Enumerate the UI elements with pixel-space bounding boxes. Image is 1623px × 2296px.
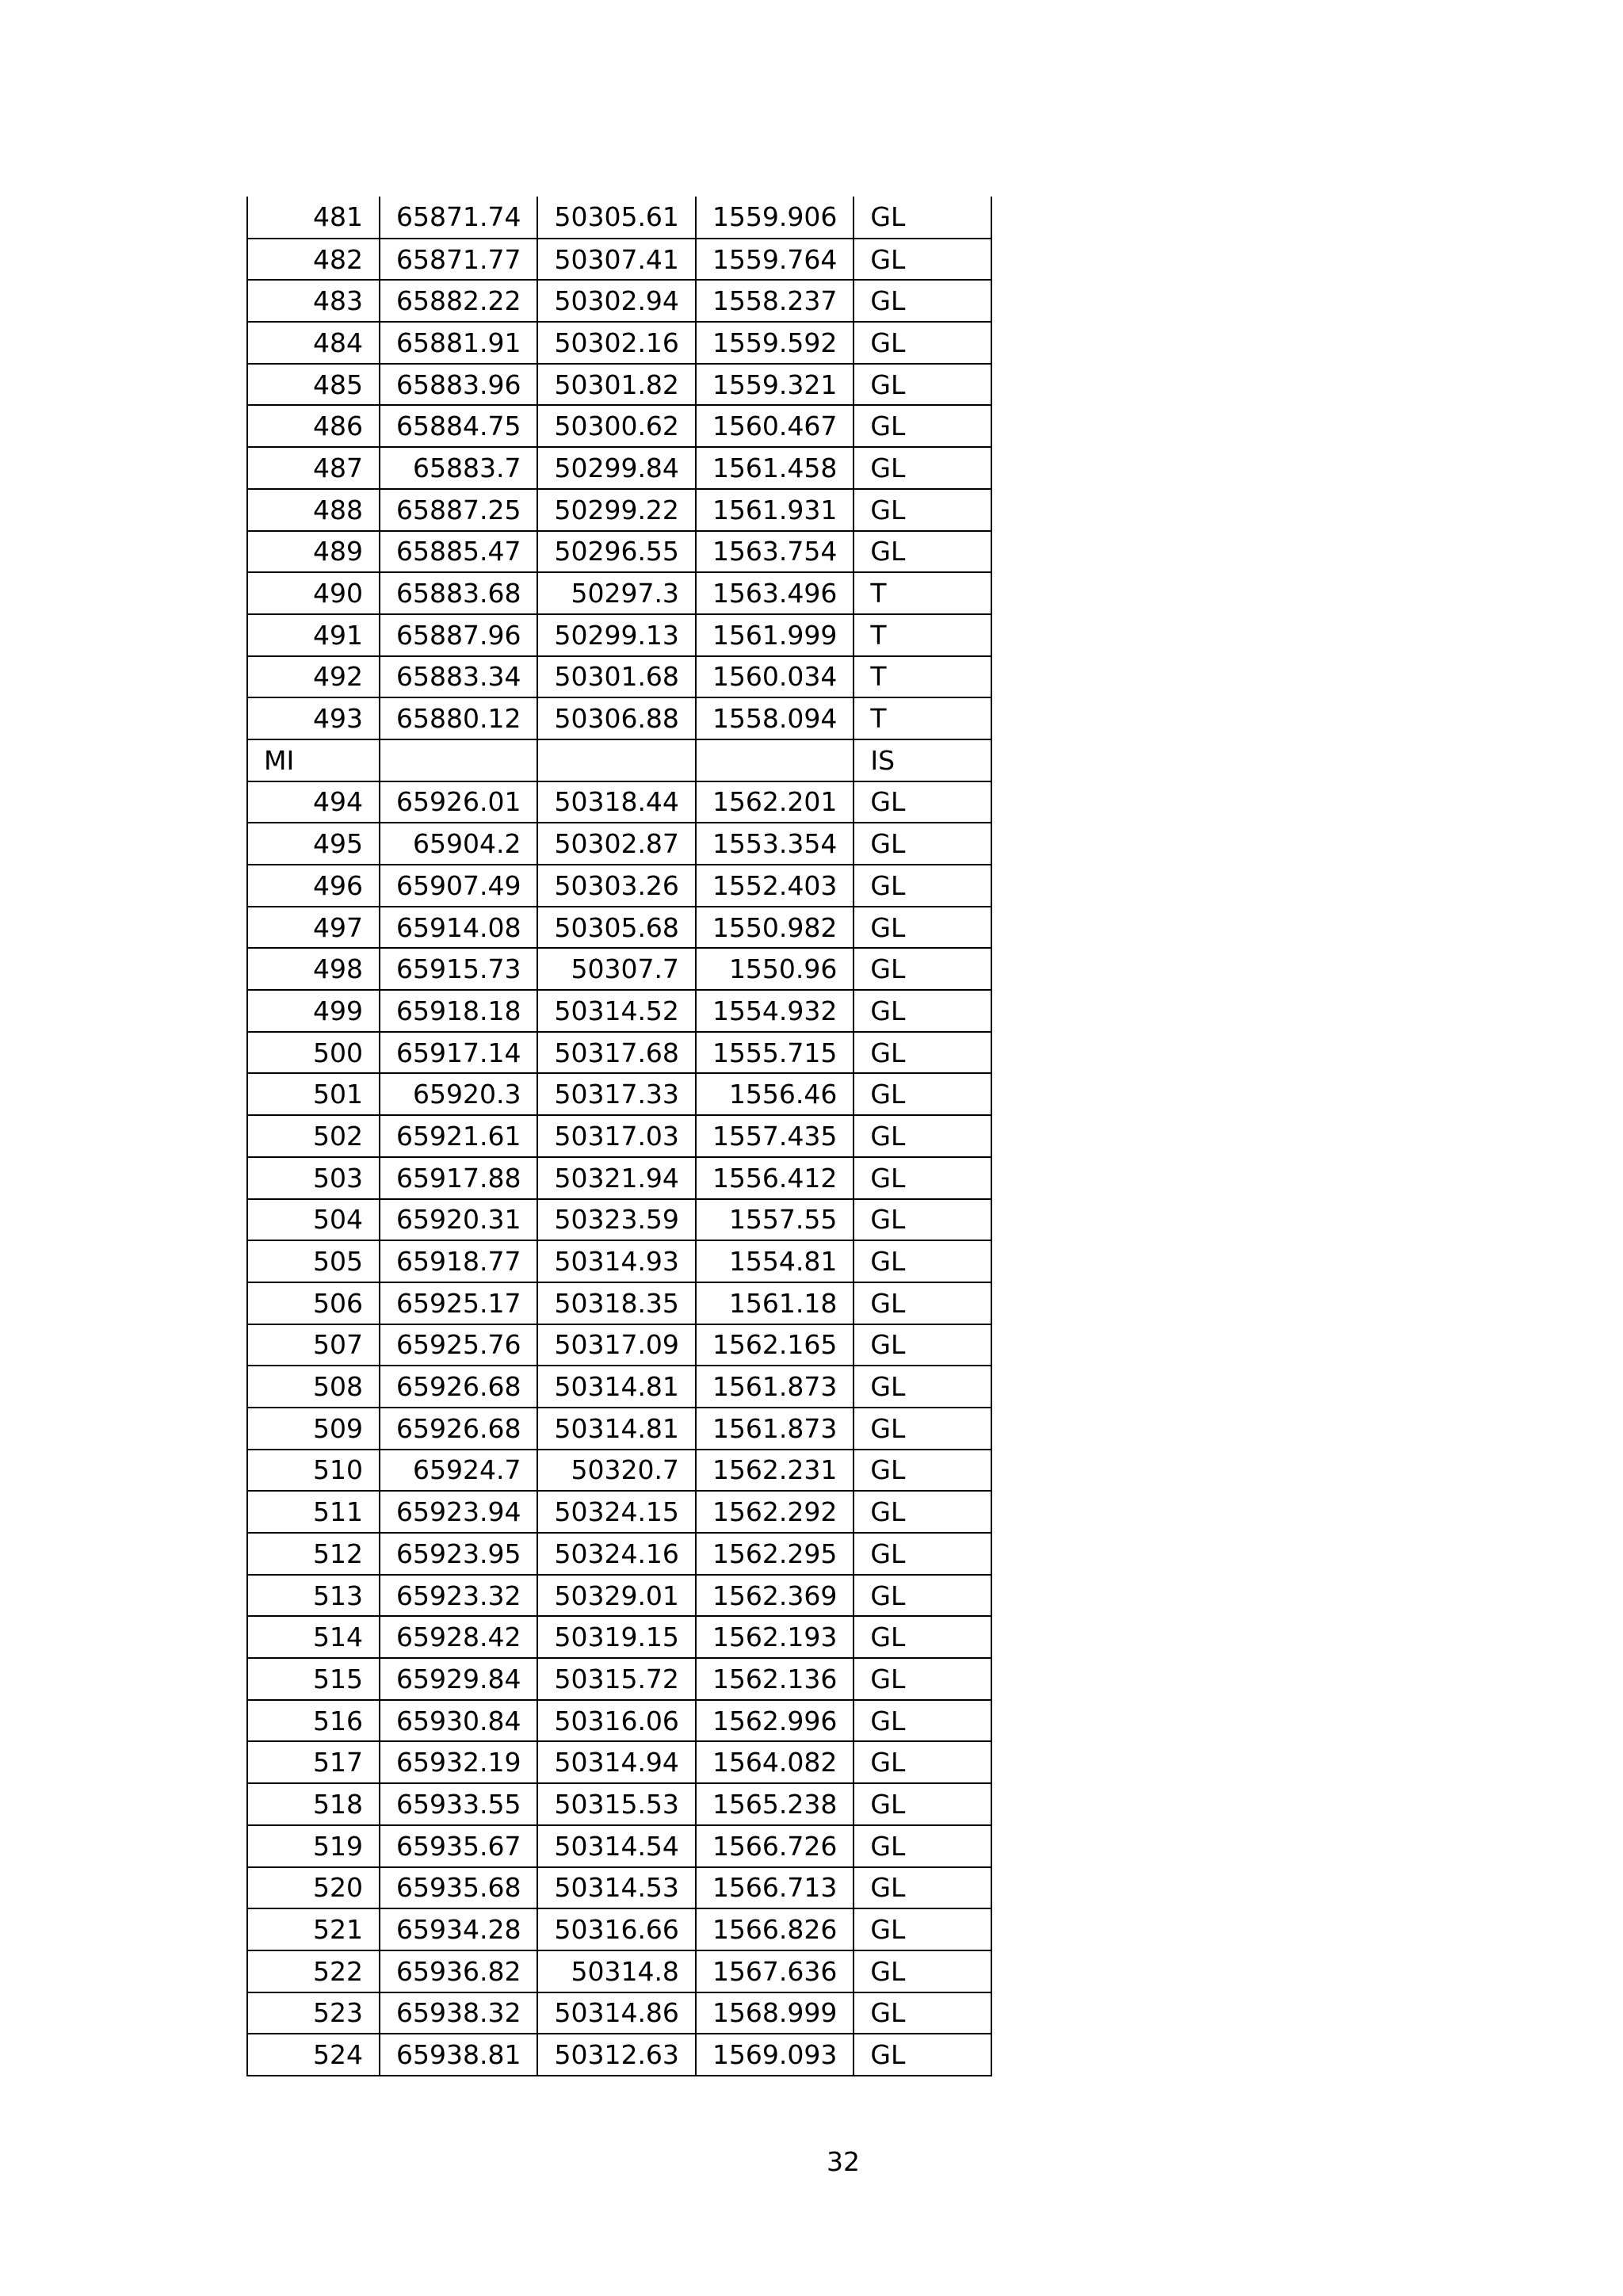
table-row	[247, 1366, 991, 1408]
table-row	[247, 990, 991, 1032]
point-id-cell: 484	[247, 322, 380, 364]
code-cell: GL	[854, 1533, 991, 1575]
easting-cell: 65881.91	[380, 322, 537, 364]
easting-cell: 65933.55	[380, 1783, 537, 1825]
table-row	[247, 1408, 991, 1450]
northing-cell: 50318.44	[537, 781, 695, 823]
northing-cell: 50324.16	[537, 1533, 695, 1575]
elevation-cell: 1562.369	[696, 1575, 854, 1617]
easting-cell: 65926.01	[380, 781, 537, 823]
table-row	[247, 1741, 991, 1783]
elevation-cell: 1559.592	[696, 322, 854, 364]
point-id-cell: 487	[247, 447, 380, 489]
code-cell: GL	[854, 1700, 991, 1742]
northing-cell: 50317.09	[537, 1324, 695, 1366]
code-cell: GL	[854, 1867, 991, 1909]
point-id-cell: 494	[247, 781, 380, 823]
table-row	[247, 1032, 991, 1074]
point-id-cell: 488	[247, 489, 380, 531]
elevation-cell: 1562.295	[696, 1533, 854, 1575]
northing-cell: 50315.53	[537, 1783, 695, 1825]
northing-cell: 50315.72	[537, 1658, 695, 1700]
table-row	[247, 489, 991, 531]
easting-cell: 65926.68	[380, 1408, 537, 1450]
elevation-cell: 1565.238	[696, 1783, 854, 1825]
elevation-cell: 1563.754	[696, 531, 854, 573]
code-cell: GL	[854, 865, 991, 907]
northing-cell: 50305.68	[537, 907, 695, 949]
northing-cell: 50300.62	[537, 405, 695, 447]
point-id-cell: 499	[247, 990, 380, 1032]
elevation-cell: 1558.237	[696, 280, 854, 322]
code-cell: GL	[854, 1950, 991, 1992]
easting-cell	[380, 739, 537, 781]
point-id-cell: 518	[247, 1783, 380, 1825]
code-cell: GL	[854, 1282, 991, 1324]
table-row	[247, 1157, 991, 1199]
point-id-cell: 497	[247, 907, 380, 949]
easting-cell: 65915.73	[380, 948, 537, 990]
table-row	[247, 865, 991, 907]
easting-cell: 65936.82	[380, 1950, 537, 1992]
code-cell: GL	[854, 1032, 991, 1074]
table-row	[247, 1240, 991, 1282]
survey-points-table	[246, 197, 992, 2076]
point-id-cell: 493	[247, 697, 380, 739]
northing-cell: 50316.66	[537, 1908, 695, 1950]
point-id-cell: MI	[247, 739, 380, 781]
table-row	[247, 1908, 991, 1950]
elevation-cell: 1561.999	[696, 614, 854, 656]
easting-cell: 65907.49	[380, 865, 537, 907]
table-row	[247, 1700, 991, 1742]
point-id-cell: 501	[247, 1073, 380, 1115]
northing-cell: 50297.3	[537, 572, 695, 614]
page-number: 32	[827, 2146, 860, 2177]
table-row	[247, 1658, 991, 1700]
table-row	[247, 614, 991, 656]
table-row	[247, 739, 991, 781]
point-id-cell: 490	[247, 572, 380, 614]
northing-cell: 50307.41	[537, 239, 695, 281]
northing-cell: 50318.35	[537, 1282, 695, 1324]
table-row	[247, 1867, 991, 1909]
northing-cell: 50314.52	[537, 990, 695, 1032]
code-cell: GL	[854, 1199, 991, 1241]
point-id-cell: 486	[247, 405, 380, 447]
point-id-cell: 492	[247, 656, 380, 698]
northing-cell: 50302.16	[537, 322, 695, 364]
point-id-cell: 491	[247, 614, 380, 656]
table-row	[247, 1992, 991, 2034]
northing-cell: 50314.86	[537, 1992, 695, 2034]
elevation-cell: 1554.932	[696, 990, 854, 1032]
northing-cell: 50314.54	[537, 1825, 695, 1867]
table-row	[247, 322, 991, 364]
elevation-cell: 1556.46	[696, 1073, 854, 1115]
easting-cell: 65883.34	[380, 656, 537, 698]
code-cell: T	[854, 656, 991, 698]
code-cell: GL	[854, 1908, 991, 1950]
table-row	[247, 1282, 991, 1324]
elevation-cell: 1559.321	[696, 364, 854, 406]
elevation-cell: 1566.726	[696, 1825, 854, 1867]
easting-cell: 65918.77	[380, 1240, 537, 1282]
elevation-cell: 1557.435	[696, 1115, 854, 1157]
point-id-cell: 504	[247, 1199, 380, 1241]
point-id-cell: 515	[247, 1658, 380, 1700]
northing-cell: 50301.68	[537, 656, 695, 698]
code-cell: GL	[854, 239, 991, 281]
easting-cell: 65917.14	[380, 1032, 537, 1074]
elevation-cell: 1562.231	[696, 1450, 854, 1492]
point-id-cell: 498	[247, 948, 380, 990]
northing-cell: 50324.15	[537, 1491, 695, 1533]
easting-cell: 65929.84	[380, 1658, 537, 1700]
elevation-cell: 1562.996	[696, 1700, 854, 1742]
table-row	[247, 1115, 991, 1157]
northing-cell: 50296.55	[537, 531, 695, 573]
elevation-cell: 1567.636	[696, 1950, 854, 1992]
elevation-cell: 1569.093	[696, 2034, 854, 2076]
code-cell: GL	[854, 990, 991, 1032]
code-cell: GL	[854, 1616, 991, 1658]
table-row	[247, 1825, 991, 1867]
easting-cell: 65904.2	[380, 823, 537, 865]
table-row	[247, 656, 991, 698]
northing-cell: 50299.13	[537, 614, 695, 656]
code-cell: GL	[854, 447, 991, 489]
elevation-cell: 1561.18	[696, 1282, 854, 1324]
easting-cell: 65923.94	[380, 1491, 537, 1533]
point-id-cell: 517	[247, 1741, 380, 1783]
point-id-cell: 521	[247, 1908, 380, 1950]
point-id-cell: 489	[247, 531, 380, 573]
northing-cell: 50314.53	[537, 1867, 695, 1909]
elevation-cell: 1564.082	[696, 1741, 854, 1783]
table-row	[247, 1950, 991, 1992]
elevation-cell: 1555.715	[696, 1032, 854, 1074]
easting-cell: 65918.18	[380, 990, 537, 1032]
elevation-cell: 1561.931	[696, 489, 854, 531]
northing-cell: 50317.03	[537, 1115, 695, 1157]
easting-cell: 65887.25	[380, 489, 537, 531]
table-row	[247, 1783, 991, 1825]
northing-cell: 50303.26	[537, 865, 695, 907]
elevation-cell: 1559.906	[696, 197, 854, 239]
northing-cell	[537, 739, 695, 781]
northing-cell: 50317.33	[537, 1073, 695, 1115]
northing-cell: 50306.88	[537, 697, 695, 739]
code-cell: GL	[854, 1366, 991, 1408]
elevation-cell: 1560.034	[696, 656, 854, 698]
point-id-cell: 483	[247, 280, 380, 322]
table-row	[247, 907, 991, 949]
code-cell: GL	[854, 1825, 991, 1867]
point-id-cell: 500	[247, 1032, 380, 1074]
table-row	[247, 1199, 991, 1241]
code-cell: GL	[854, 1783, 991, 1825]
easting-cell: 65884.75	[380, 405, 537, 447]
point-id-cell: 506	[247, 1282, 380, 1324]
table-row	[247, 197, 991, 239]
elevation-cell	[696, 739, 854, 781]
code-cell: T	[854, 572, 991, 614]
code-cell: T	[854, 697, 991, 739]
easting-cell: 65938.32	[380, 1992, 537, 2034]
point-id-cell: 513	[247, 1575, 380, 1617]
elevation-cell: 1552.403	[696, 865, 854, 907]
code-cell: GL	[854, 364, 991, 406]
elevation-cell: 1554.81	[696, 1240, 854, 1282]
code-cell: GL	[854, 1408, 991, 1450]
point-id-cell: 496	[247, 865, 380, 907]
point-id-cell: 523	[247, 1992, 380, 2034]
code-cell: GL	[854, 781, 991, 823]
code-cell: GL	[854, 1992, 991, 2034]
northing-cell: 50321.94	[537, 1157, 695, 1199]
northing-cell: 50320.7	[537, 1450, 695, 1492]
code-cell: GL	[854, 823, 991, 865]
northing-cell: 50329.01	[537, 1575, 695, 1617]
easting-cell: 65921.61	[380, 1115, 537, 1157]
easting-cell: 65938.81	[380, 2034, 537, 2076]
easting-cell: 65883.96	[380, 364, 537, 406]
elevation-cell: 1561.873	[696, 1366, 854, 1408]
northing-cell: 50323.59	[537, 1199, 695, 1241]
easting-cell: 65932.19	[380, 1741, 537, 1783]
easting-cell: 65883.7	[380, 447, 537, 489]
easting-cell: 65880.12	[380, 697, 537, 739]
easting-cell: 65934.28	[380, 1908, 537, 1950]
point-id-cell: 512	[247, 1533, 380, 1575]
point-id-cell: 485	[247, 364, 380, 406]
elevation-cell: 1557.55	[696, 1199, 854, 1241]
elevation-cell: 1568.999	[696, 1992, 854, 2034]
easting-cell: 65871.74	[380, 197, 537, 239]
table-row	[247, 239, 991, 281]
code-cell: GL	[854, 1073, 991, 1115]
northing-cell: 50314.93	[537, 1240, 695, 1282]
point-id-cell: 516	[247, 1700, 380, 1742]
easting-cell: 65920.31	[380, 1199, 537, 1241]
northing-cell: 50305.61	[537, 197, 695, 239]
point-id-cell: 481	[247, 197, 380, 239]
northing-cell: 50314.81	[537, 1366, 695, 1408]
point-id-cell: 509	[247, 1408, 380, 1450]
code-cell: GL	[854, 1741, 991, 1783]
northing-cell: 50302.94	[537, 280, 695, 322]
code-cell: GL	[854, 2034, 991, 2076]
code-cell: GL	[854, 1115, 991, 1157]
code-cell: GL	[854, 1575, 991, 1617]
northing-cell: 50307.7	[537, 948, 695, 990]
table-row	[247, 2034, 991, 2076]
elevation-cell: 1560.467	[696, 405, 854, 447]
code-cell: GL	[854, 280, 991, 322]
table-row	[247, 531, 991, 573]
easting-cell: 65928.42	[380, 1616, 537, 1658]
elevation-cell: 1550.982	[696, 907, 854, 949]
elevation-cell: 1561.873	[696, 1408, 854, 1450]
table-row	[247, 572, 991, 614]
easting-cell: 65935.67	[380, 1825, 537, 1867]
code-cell: GL	[854, 907, 991, 949]
table-row	[247, 1324, 991, 1366]
elevation-cell: 1556.412	[696, 1157, 854, 1199]
easting-cell: 65923.32	[380, 1575, 537, 1617]
elevation-cell: 1562.193	[696, 1616, 854, 1658]
elevation-cell: 1562.136	[696, 1658, 854, 1700]
easting-cell: 65917.88	[380, 1157, 537, 1199]
easting-cell: 65887.96	[380, 614, 537, 656]
point-id-cell: 522	[247, 1950, 380, 1992]
table-row	[247, 405, 991, 447]
elevation-cell: 1562.292	[696, 1491, 854, 1533]
code-cell: T	[854, 614, 991, 656]
elevation-cell: 1566.826	[696, 1908, 854, 1950]
point-id-cell: 507	[247, 1324, 380, 1366]
point-id-cell: 503	[247, 1157, 380, 1199]
northing-cell: 50299.84	[537, 447, 695, 489]
elevation-cell: 1563.496	[696, 572, 854, 614]
table-row	[247, 1616, 991, 1658]
easting-cell: 65920.3	[380, 1073, 537, 1115]
table-row	[247, 823, 991, 865]
table-row	[247, 447, 991, 489]
easting-cell: 65885.47	[380, 531, 537, 573]
northing-cell: 50316.06	[537, 1700, 695, 1742]
elevation-cell: 1562.165	[696, 1324, 854, 1366]
code-cell: GL	[854, 197, 991, 239]
northing-cell: 50314.94	[537, 1741, 695, 1783]
easting-cell: 65882.22	[380, 280, 537, 322]
northing-cell: 50301.82	[537, 364, 695, 406]
point-id-cell: 524	[247, 2034, 380, 2076]
code-cell: GL	[854, 1658, 991, 1700]
code-cell: GL	[854, 322, 991, 364]
table-row	[247, 781, 991, 823]
northing-cell: 50314.8	[537, 1950, 695, 1992]
code-cell: GL	[854, 1324, 991, 1366]
point-id-cell: 482	[247, 239, 380, 281]
code-cell: GL	[854, 531, 991, 573]
easting-cell: 65935.68	[380, 1867, 537, 1909]
easting-cell: 65914.08	[380, 907, 537, 949]
elevation-cell: 1561.458	[696, 447, 854, 489]
code-cell: GL	[854, 1450, 991, 1492]
table-row	[247, 1450, 991, 1492]
code-cell: IS	[854, 739, 991, 781]
point-id-cell: 505	[247, 1240, 380, 1282]
elevation-cell: 1566.713	[696, 1867, 854, 1909]
code-cell: GL	[854, 1157, 991, 1199]
easting-cell: 65930.84	[380, 1700, 537, 1742]
table-row	[247, 948, 991, 990]
point-id-cell: 520	[247, 1867, 380, 1909]
northing-cell: 50317.68	[537, 1032, 695, 1074]
code-cell: GL	[854, 489, 991, 531]
code-cell: GL	[854, 1491, 991, 1533]
point-id-cell: 519	[247, 1825, 380, 1867]
easting-cell: 65925.76	[380, 1324, 537, 1366]
table-row	[247, 364, 991, 406]
point-id-cell: 510	[247, 1450, 380, 1492]
easting-cell: 65924.7	[380, 1450, 537, 1492]
northing-cell: 50314.81	[537, 1408, 695, 1450]
northing-cell: 50299.22	[537, 489, 695, 531]
easting-cell: 65925.17	[380, 1282, 537, 1324]
table-row	[247, 1073, 991, 1115]
point-id-cell: 511	[247, 1491, 380, 1533]
table-row	[247, 697, 991, 739]
code-cell: GL	[854, 405, 991, 447]
northing-cell: 50319.15	[537, 1616, 695, 1658]
code-cell: GL	[854, 1240, 991, 1282]
elevation-cell: 1558.094	[696, 697, 854, 739]
table-row	[247, 280, 991, 322]
table-row	[247, 1533, 991, 1575]
point-id-cell: 508	[247, 1366, 380, 1408]
table-body	[247, 197, 991, 2076]
table-row	[247, 1491, 991, 1533]
point-id-cell: 514	[247, 1616, 380, 1658]
point-id-cell: 495	[247, 823, 380, 865]
elevation-cell: 1559.764	[696, 239, 854, 281]
table-row	[247, 1575, 991, 1617]
northing-cell: 50302.87	[537, 823, 695, 865]
elevation-cell: 1550.96	[696, 948, 854, 990]
elevation-cell: 1553.354	[696, 823, 854, 865]
elevation-cell: 1562.201	[696, 781, 854, 823]
northing-cell: 50312.63	[537, 2034, 695, 2076]
easting-cell: 65883.68	[380, 572, 537, 614]
code-cell: GL	[854, 948, 991, 990]
easting-cell: 65871.77	[380, 239, 537, 281]
easting-cell: 65923.95	[380, 1533, 537, 1575]
easting-cell: 65926.68	[380, 1366, 537, 1408]
point-id-cell: 502	[247, 1115, 380, 1157]
